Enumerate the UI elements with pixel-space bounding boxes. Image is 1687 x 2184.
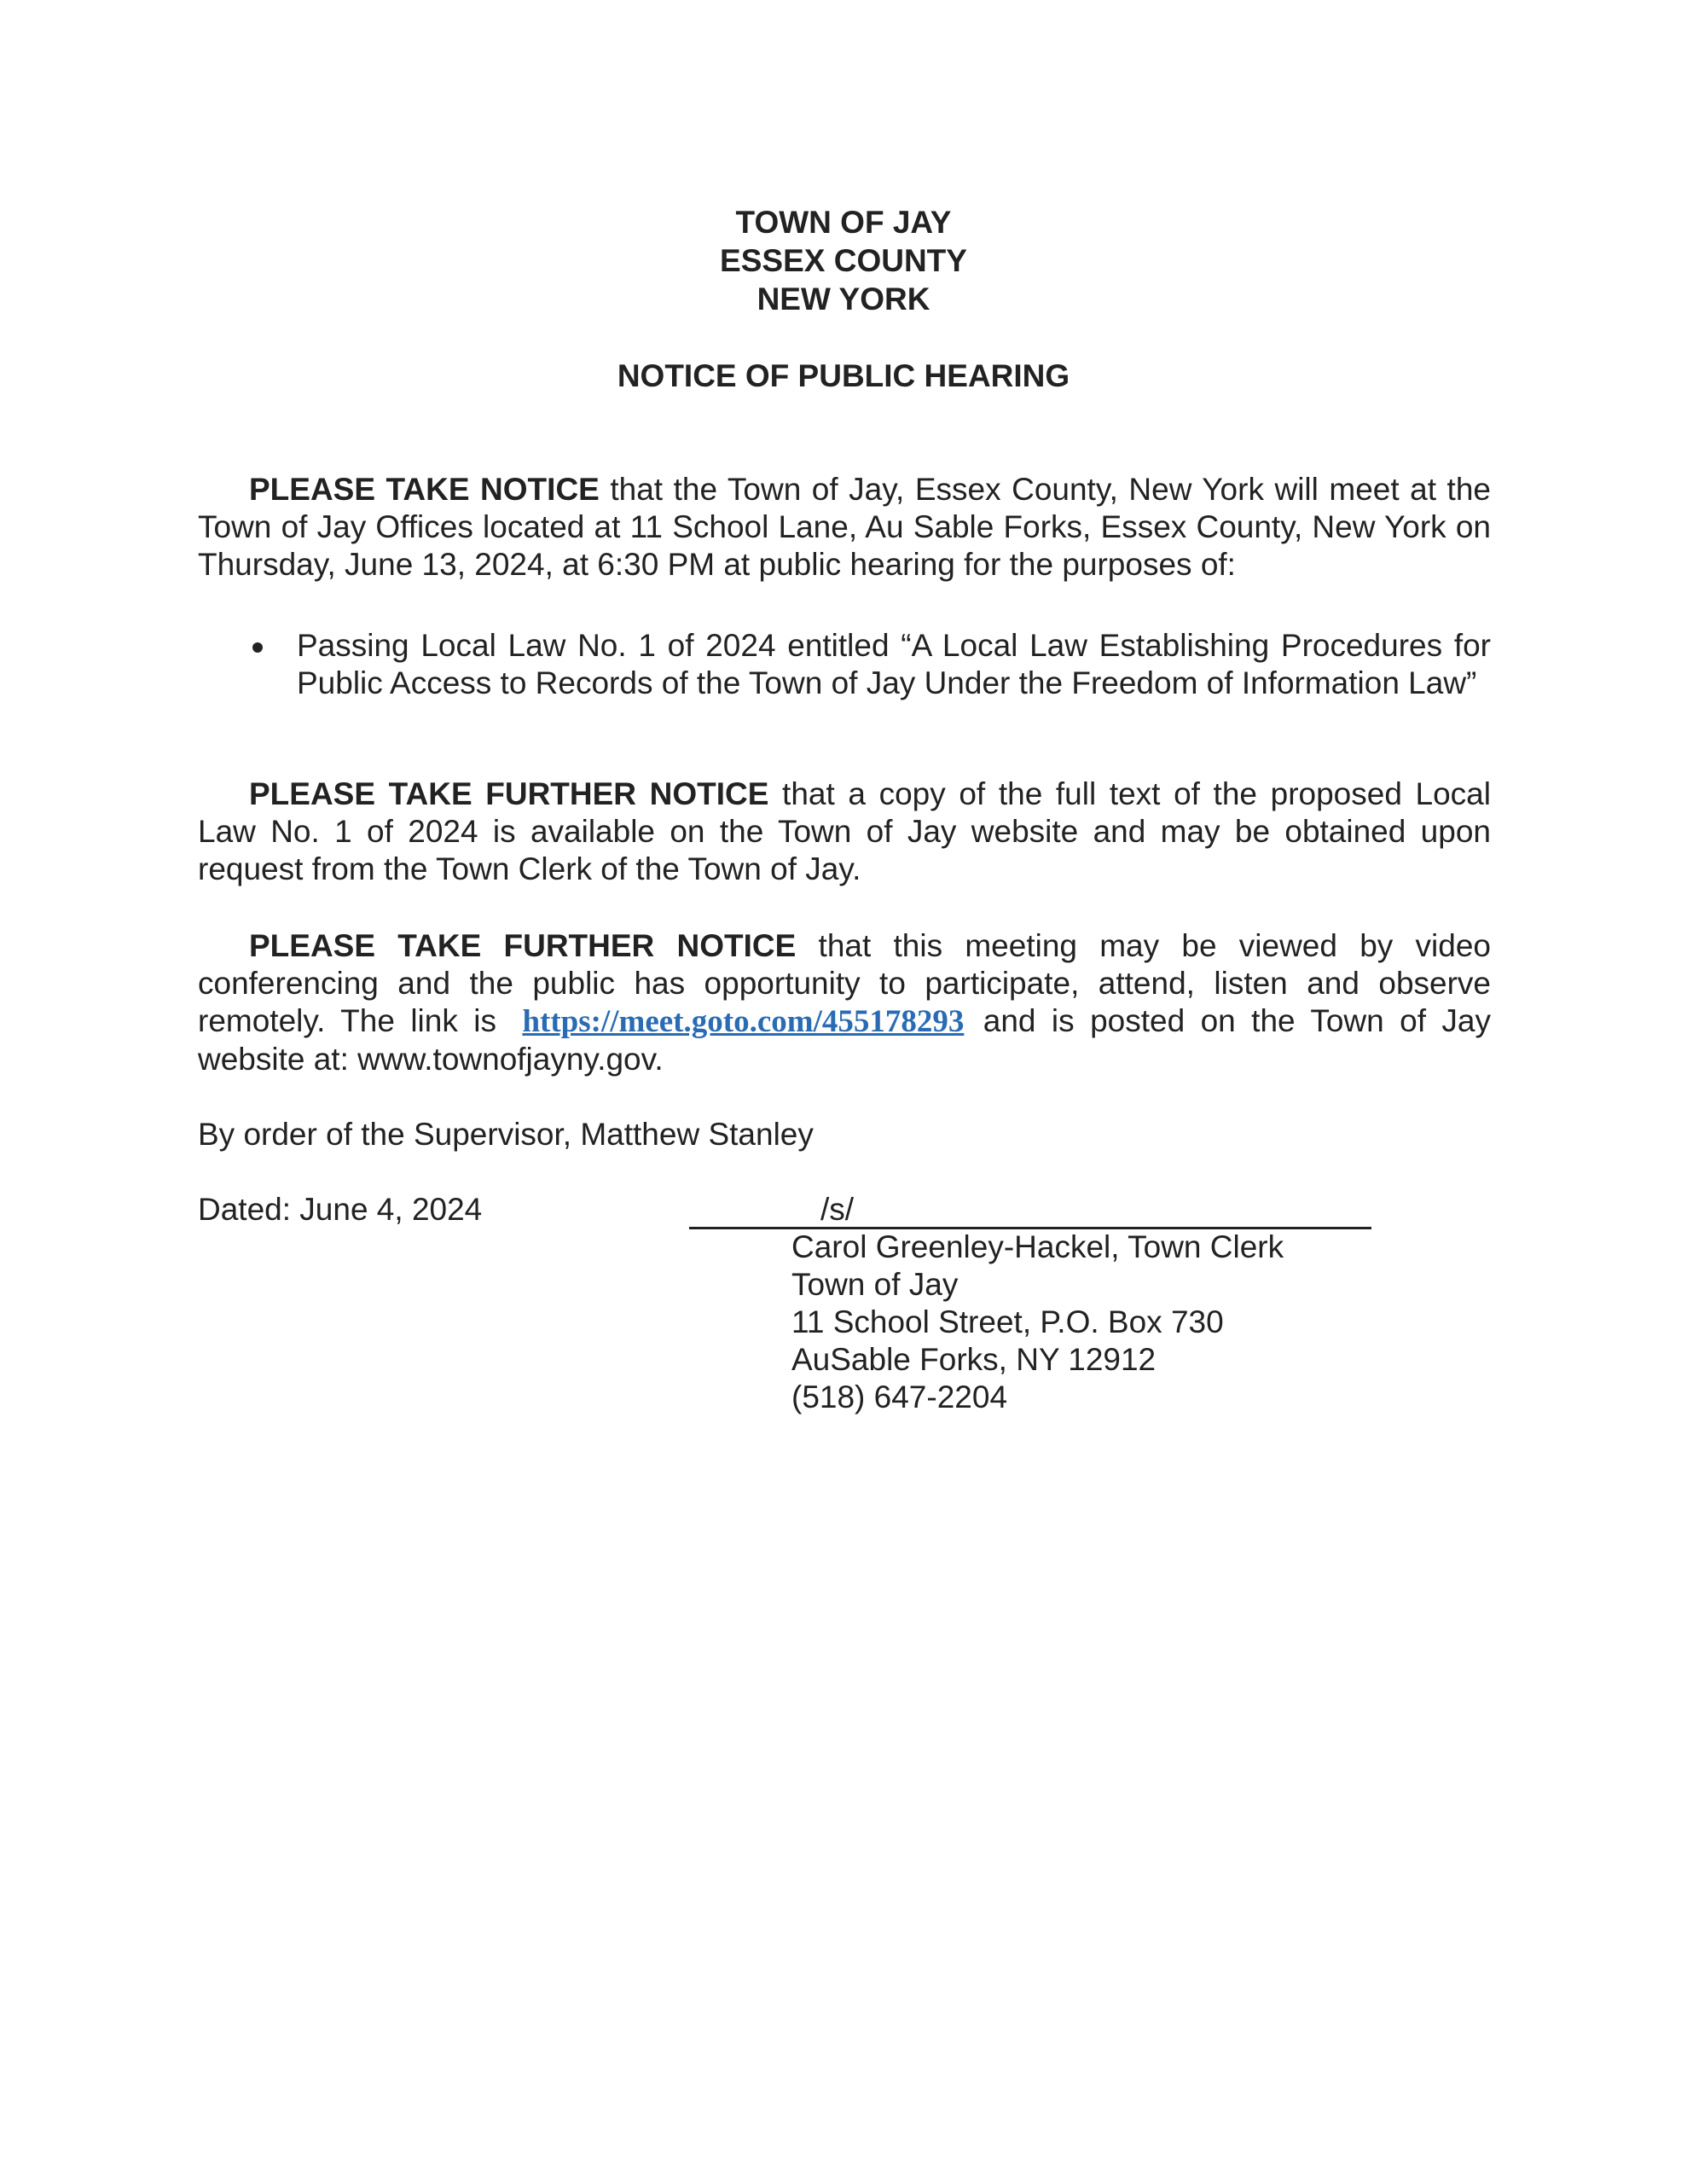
signature-mark: /s/	[820, 1192, 855, 1227]
notice-text-2: that a copy of the full text of the proposed Local Law No. 1 of 2024 is available on the Town of Jay website and may be obtained upon request from the Town Clerk of the Town of Jay.	[198, 776, 1491, 886]
bullet-icon	[252, 642, 263, 653]
clerk-organization: Town of Jay	[791, 1267, 959, 1302]
notice-lead-3: PLEASE TAKE FURTHER NOTICE	[249, 928, 797, 963]
purpose-list-item	[198, 627, 1491, 702]
dated-line: Dated: June 4, 2024	[198, 1192, 483, 1227]
purpose-text: Passing Local Law No. 1 of 2024 entitled “A Local Law Establishing Procedures for Public Access to Records of the Town of Jay Under the Freedom of Information Law”	[297, 628, 1491, 700]
order-line: By order of the Supervisor, Matthew Stanley	[198, 1117, 814, 1152]
header-state: NEW YORK	[757, 282, 930, 317]
notice-lead-1: PLEASE TAKE NOTICE	[249, 472, 600, 507]
clerk-name: Carol Greenley-Hackel, Town Clerk	[791, 1229, 1284, 1264]
notice-text-1: that the Town of Jay, Essex County, New York will meet at the Town of Jay Offices located at 11 School Lane, Au Sable Forks, Essex County, New York on Thursday, June 13, 2024, at 6:30 PM at public hearing for the purposes of:	[198, 472, 1491, 582]
notice-lead-2: PLEASE TAKE FURTHER NOTICE	[249, 776, 769, 811]
clerk-address-street: 11 School Street, P.O. Box 730	[791, 1304, 1224, 1339]
signature-block	[791, 1228, 1284, 1416]
notice-paragraph-3	[198, 927, 1491, 1078]
clerk-address-city: AuSable Forks, NY 12912	[791, 1342, 1157, 1377]
meeting-link[interactable]: https://meet.goto.com/455178293	[522, 1004, 965, 1039]
notice-title: NOTICE OF PUBLIC HEARING	[617, 358, 1070, 393]
notice-text-3a: that this meeting may be viewed by video conferencing and the public has opportunity to participate, attend, listen and observe remotely. The link is	[198, 928, 1491, 1038]
header-town: TOWN OF JAY	[735, 205, 952, 240]
notice-paragraph-2	[198, 775, 1491, 888]
notice-paragraph-1	[198, 471, 1491, 584]
notice-text-3b: and is posted on the Town of Jay website at: www.townofjayny.gov.	[198, 1003, 1492, 1077]
document-header	[0, 203, 1687, 318]
clerk-phone: (518) 647-2204	[791, 1380, 1008, 1414]
header-county: ESSEX COUNTY	[720, 243, 967, 278]
